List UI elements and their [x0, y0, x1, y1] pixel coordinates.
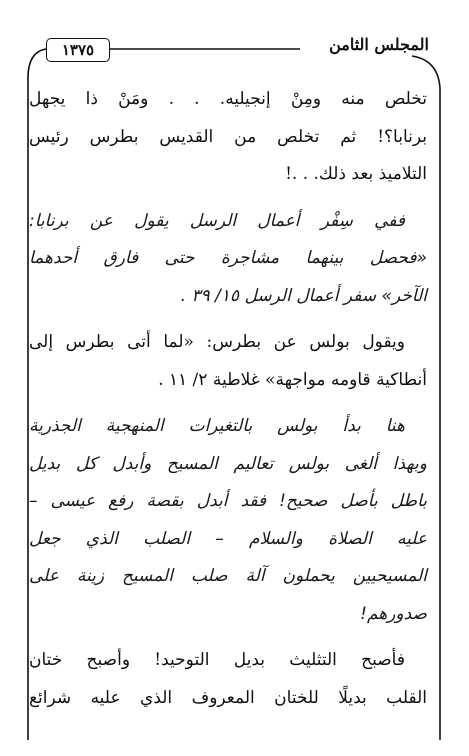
text-line: ففي سِفْر أعمال الرسل يقول عن برنابا:: [29, 210, 405, 231]
text-line: باطل بأصل صحيح! فقد أبدل بقصة رفع عيسى –: [29, 491, 427, 511]
page-number: ١٣٧٥: [46, 38, 110, 62]
paragraph-3: [29, 324, 427, 399]
text-line: «فحصل بينهما مشاجرة حتى فارق أحدهما: [29, 248, 427, 268]
paragraph-4: [29, 408, 427, 633]
paragraph-2: [29, 203, 427, 316]
chapter-title: المجلس الثامن: [329, 35, 429, 54]
text-line: عليه الصلاة والسلام – الصلب الذي جعل: [29, 528, 427, 549]
text-line: ويقول بولس عن بطرس: «لما أتى بطرس إلى: [29, 332, 405, 352]
text-line: فأصبح التثليث بديل التوحيد! وأصبح ختان: [29, 650, 405, 670]
text-line: الآخر» سفر أعمال الرسل ١٥/ ٣٩ .: [180, 285, 427, 306]
text-line: برنابا؟! ثم تخلص من القديس بطرس رئيس: [29, 126, 427, 147]
text-line: المسيحيين يحملون آلة صلب المسيح زينة على: [29, 566, 427, 586]
text-line: هنا بدأ بولس بالتغيرات المنهجية الجذرية: [29, 416, 405, 436]
text-line: تخلص منه ومِنْ إنجيليه. . . ومَنْ ذا يجهل: [29, 89, 427, 109]
text-line: القلب بديلًا للختان المعروف الذي عليه شرائع: [29, 687, 427, 708]
text-line: صدورهم!: [360, 603, 427, 624]
text-line: أنطاكية قاومه مواجهة» غلاطية ٢/ ١١ .: [158, 369, 427, 390]
paragraph-1: [29, 81, 427, 194]
text-line: التلاميذ بعد ذلك. . .!: [285, 164, 427, 184]
paragraph-5: [29, 642, 427, 717]
body-text: [29, 81, 427, 717]
text-line: وبهذا ألغى بولس تعاليم المسيح وأبدل كل بديل: [29, 453, 427, 474]
